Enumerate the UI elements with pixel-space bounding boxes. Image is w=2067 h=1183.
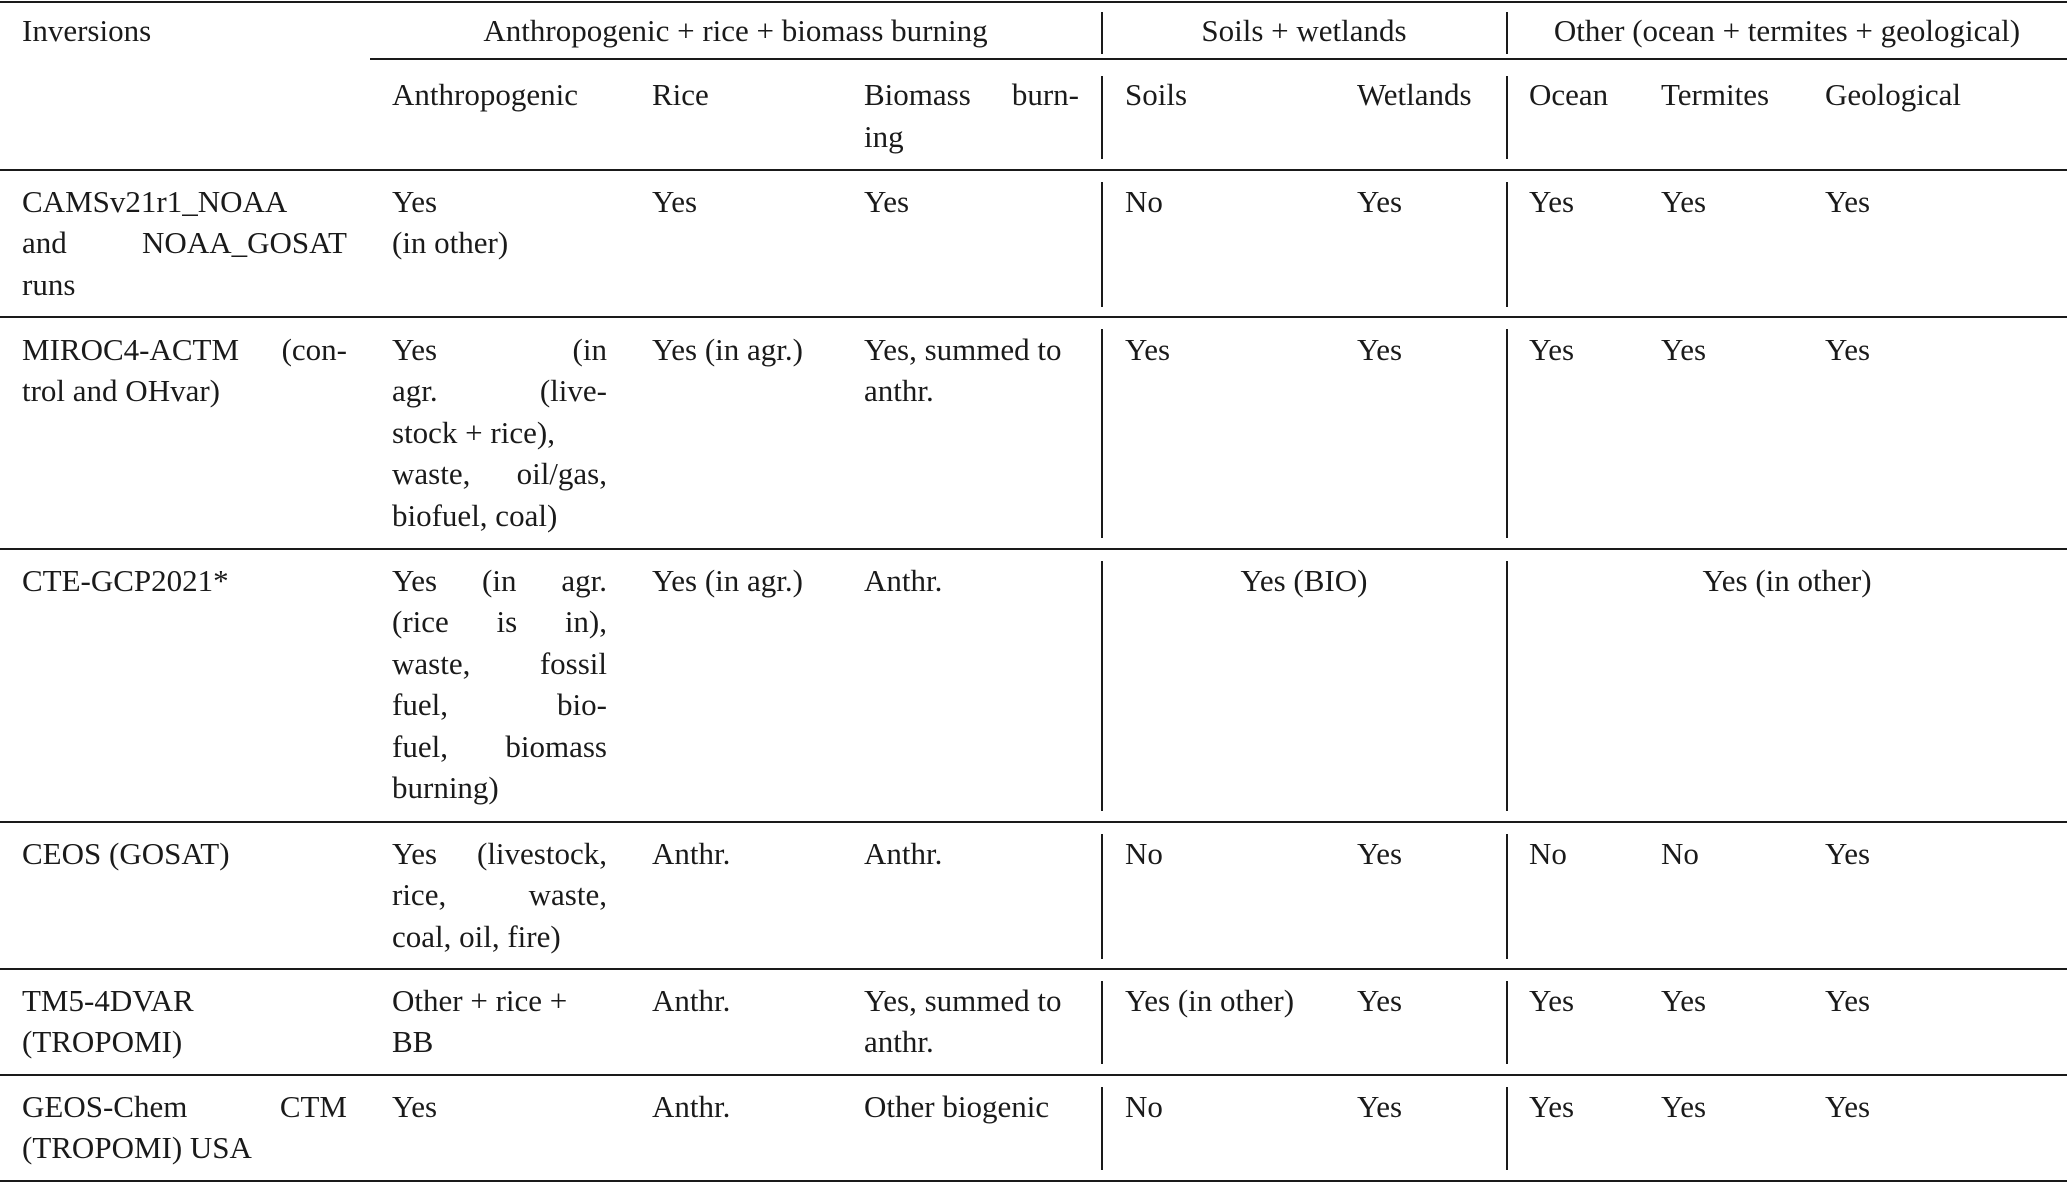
group-underline: [370, 58, 2067, 60]
cell-anthropogenic: biofuel, coal): [392, 498, 558, 533]
cell-inversion: (TROPOMI): [22, 1024, 183, 1059]
header-anthropogenic: Anthropogenic: [392, 77, 578, 112]
cell-soils: No: [1125, 184, 1163, 219]
cell-anthropogenic: fuel, bio-: [392, 687, 607, 722]
cell-ocean: Yes: [1529, 332, 1575, 367]
cell-soils: No: [1125, 836, 1163, 871]
header-ocean: Ocean: [1529, 77, 1609, 112]
cell-geological: Yes: [1825, 332, 1871, 367]
row-divider: [0, 316, 2067, 318]
cell-wetlands: Yes: [1357, 1089, 1403, 1124]
cell-soils: Yes (in other): [1125, 983, 1295, 1018]
header-wetlands: Wetlands: [1357, 77, 1472, 112]
cell-anthropogenic: (rice is in),: [392, 604, 607, 639]
cell-geological: Yes: [1825, 983, 1871, 1018]
cell-inversion: TM5-4DVAR: [22, 983, 194, 1018]
header-inversions: Inversions: [22, 13, 152, 48]
row-divider: [0, 968, 2067, 970]
cell-anthropogenic: Yes: [392, 184, 438, 219]
group-separator: [1506, 834, 1508, 959]
cell-soils: No: [1125, 1089, 1163, 1124]
cell-rice: Anthr.: [652, 983, 731, 1018]
header-geological: Geological: [1825, 77, 1962, 112]
header-termites: Termites: [1661, 77, 1770, 112]
cell-anthropogenic: Yes (livestock,: [392, 836, 607, 871]
cell-termites: Yes: [1661, 983, 1707, 1018]
cell-anthropogenic: Yes (in agr.: [392, 563, 607, 598]
header-group-soils-wetlands: Soils + wetlands: [1201, 13, 1407, 48]
cell-rice: Anthr.: [652, 836, 731, 871]
cell-biomass: Yes: [864, 184, 910, 219]
cell-inversion: trol and OHvar): [22, 373, 220, 408]
cell-rice: Yes (in agr.): [652, 563, 803, 598]
header-group-anthropogenic: Anthropogenic + rice + biomass burning: [483, 13, 988, 48]
row-divider: [0, 821, 2067, 823]
cell-biomass: Yes, summed to: [864, 983, 1062, 1018]
cell-wetlands: Yes: [1357, 184, 1403, 219]
cell-biomass: Other biogenic: [864, 1089, 1050, 1124]
cell-anthropogenic: burning): [392, 770, 499, 805]
cell-termites: Yes: [1661, 332, 1707, 367]
group-separator: [1506, 981, 1508, 1064]
cell-anthropogenic: stock + rice),: [392, 415, 555, 450]
group-separator: [1101, 76, 1103, 159]
cell-inversion: runs: [22, 267, 76, 302]
cell-anthropogenic: waste, fossil: [392, 646, 607, 681]
cell-wetlands: Yes: [1357, 836, 1403, 871]
group-separator: [1506, 182, 1508, 307]
cell-inversion: CAMSv21r1_NOAA: [22, 184, 288, 219]
group-separator: [1101, 182, 1103, 307]
cell-rice: Yes: [652, 184, 698, 219]
cell-rice: Yes (in agr.): [652, 332, 803, 367]
row-divider: [0, 548, 2067, 550]
cell-anthropogenic: waste, oil/gas,: [392, 456, 607, 491]
group-separator: [1101, 1087, 1103, 1170]
cell-anthropogenic: fuel, biomass: [392, 729, 607, 764]
cell-inversion: CTE-GCP2021*: [22, 563, 229, 598]
header-biomass-burning-line2: ing: [864, 119, 904, 154]
group-separator: [1101, 834, 1103, 959]
cell-ocean: Yes: [1529, 1089, 1575, 1124]
cell-biomass: Yes, summed to: [864, 332, 1062, 367]
group-separator: [1506, 76, 1508, 159]
cell-soils: Yes: [1125, 332, 1171, 367]
group-separator: [1101, 329, 1103, 538]
cell-anthropogenic: coal, oil, fire): [392, 919, 561, 954]
group-separator: [1506, 1087, 1508, 1170]
cell-geological: Yes: [1825, 1089, 1871, 1124]
top-rule: [0, 1, 2067, 3]
cell-soils-wetlands-merged: Yes (BIO): [1240, 563, 1368, 598]
bottom-rule: [0, 1180, 2067, 1182]
cell-biomass: anthr.: [864, 1024, 934, 1059]
cell-wetlands: Yes: [1357, 332, 1403, 367]
cell-geological: Yes: [1825, 184, 1871, 219]
row-divider: [0, 1074, 2067, 1076]
cell-anthropogenic: (in other): [392, 225, 509, 260]
header-bottom-rule: [0, 169, 2067, 171]
cell-inversion: GEOS-Chem CTM: [22, 1089, 347, 1124]
cell-termites: Yes: [1661, 184, 1707, 219]
cell-termites: No: [1661, 836, 1699, 871]
cell-ocean: No: [1529, 836, 1567, 871]
cell-biomass: Anthr.: [864, 836, 943, 871]
cell-other-merged: Yes (in other): [1702, 563, 1872, 598]
cell-anthropogenic: BB: [392, 1024, 434, 1059]
cell-anthropogenic: Yes: [392, 1089, 438, 1124]
header-soils: Soils: [1125, 77, 1188, 112]
cell-ocean: Yes: [1529, 184, 1575, 219]
cell-rice: Anthr.: [652, 1089, 731, 1124]
cell-ocean: Yes: [1529, 983, 1575, 1018]
cell-termites: Yes: [1661, 1089, 1707, 1124]
cell-biomass: Anthr.: [864, 563, 943, 598]
header-biomass-burning-line1: Biomass burn-: [864, 77, 1079, 112]
header-rice: Rice: [652, 77, 709, 112]
cell-inversion: CEOS (GOSAT): [22, 836, 230, 871]
cell-anthropogenic: rice, waste,: [392, 877, 607, 912]
cell-anthropogenic: Other + rice +: [392, 983, 568, 1018]
cell-inversion: (TROPOMI) USA: [22, 1130, 252, 1165]
cell-geological: Yes: [1825, 836, 1871, 871]
cell-anthropogenic: agr. (live-: [392, 373, 607, 408]
cell-inversion: MIROC4-ACTM (con-: [22, 332, 347, 367]
cell-biomass: anthr.: [864, 373, 934, 408]
cell-wetlands: Yes: [1357, 983, 1403, 1018]
group-separator: [1101, 981, 1103, 1064]
header-group-other: Other (ocean + termites + geological): [1553, 13, 2021, 48]
cell-anthropogenic: Yes (in: [392, 332, 607, 367]
cell-inversion: and NOAA_GOSAT: [22, 225, 347, 260]
group-separator: [1506, 329, 1508, 538]
